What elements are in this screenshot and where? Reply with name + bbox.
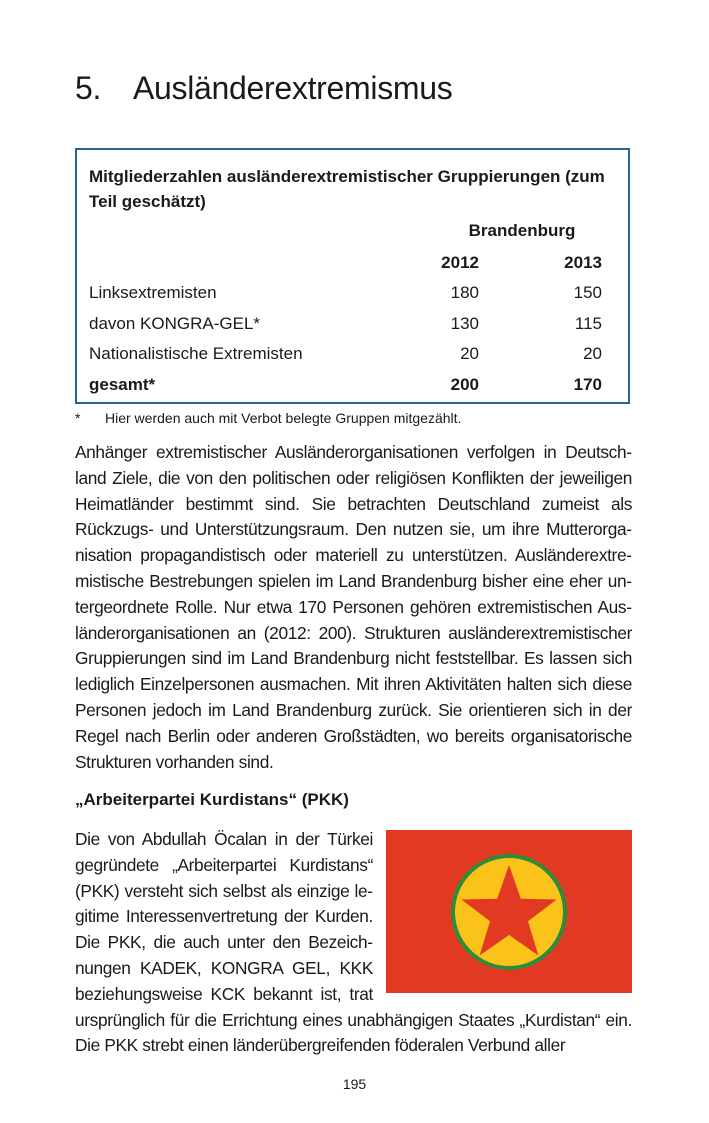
table-footnote xyxy=(75,410,461,426)
row-value-2013: 20 xyxy=(583,344,602,363)
row-value-2012: 180 xyxy=(450,283,479,302)
row-value-2012: 200 xyxy=(450,375,479,394)
row-value-2012: 20 xyxy=(460,344,479,363)
row-label: Linksextremisten xyxy=(89,283,217,302)
table-caption: Mitgliederzahlen ausländerextremistischer Gruppierungen (zum Teil geschätzt) xyxy=(89,167,605,211)
row-value-2012: 130 xyxy=(450,314,479,333)
table-row xyxy=(89,314,602,338)
section-heading: „Arbeiterpartei Kurdistans“ (PKK) xyxy=(75,790,349,809)
table-year-header-2013: 2013 xyxy=(564,253,602,272)
chapter-title-text: Ausländerextremismus xyxy=(133,70,453,106)
table-row xyxy=(89,344,602,368)
table-row-total xyxy=(89,375,602,399)
row-label: Nationalistische Extremisten xyxy=(89,344,303,363)
table-region-header: Brandenburg xyxy=(468,221,576,240)
footnote-text: Hier werden auch mit Verbot belegte Gruppen mitgezählt. xyxy=(105,410,462,426)
intro-paragraph: Anhänger extremistischer Ausländerorganisationen verfolgen in Deutschland Ziele, die von den politischen oder religiösen Konflikten der jeweiligen Heimatländer bestimmt sind. Sie betrachten Deutschland zumeist als Rückzugs- und Unterstützungsraum. Den nutzen sie, um ihre Mutterorganisation propagandistisch oder materiell zu unterstützen. Ausländerextremistische Bestrebungen spielen im Land Brandenburg bisher eine eher untergeordnete Rolle. Nur etwa 170 Personen gehören extremistischen Ausländerorganisationen an (2012: 200). Strukturen ausländerextremistischer Gruppierungen sind im Land Brandenburg nicht feststellbar. Es lassen sich lediglich Einzelpersonen ausmachen. Mit ihren Aktivitäten halten sich diese Personen jedoch im Land Brandenburg zurück. Sie orientieren sich in der Regel nach Berlin oder anderen Großstädten, wo bereits organisatorische Strukturen vorhanden sind. xyxy=(75,442,632,772)
row-label: gesamt* xyxy=(89,375,156,394)
page-number: 195 xyxy=(342,1076,367,1092)
table-year-header-2012: 2012 xyxy=(441,253,479,272)
row-label: davon KONGRA-GEL* xyxy=(89,314,261,333)
membership-stats-table xyxy=(75,148,630,404)
row-value-2013: 170 xyxy=(573,375,602,394)
chapter-title xyxy=(75,70,452,107)
pkk-paragraph-text: Die von Abdullah Öcalan in der Türkei gegründete „Arbeiterpartei Kurdistans“ (PKK) versteht sich selbst als einzige legitime Interessenvertretung der Kurden. Die PKK, die auch unter den Bezeichnungen KADEK, KONGRA GEL, KKK beziehungsweise KCK bekannt ist, trat ursprünglich für die Errichtung eines unabhängigen Staates „Kurdistan“ ein. Die PKK strebt einen länderübergreifenden föderalen Verbund aller xyxy=(75,829,632,1056)
chapter-number: 5. xyxy=(75,70,102,106)
row-value-2013: 115 xyxy=(574,314,602,333)
table-row xyxy=(89,283,602,307)
footnote-mark: * xyxy=(75,410,81,426)
row-value-2013: 150 xyxy=(573,283,602,302)
pkk-flag-image xyxy=(386,830,632,993)
